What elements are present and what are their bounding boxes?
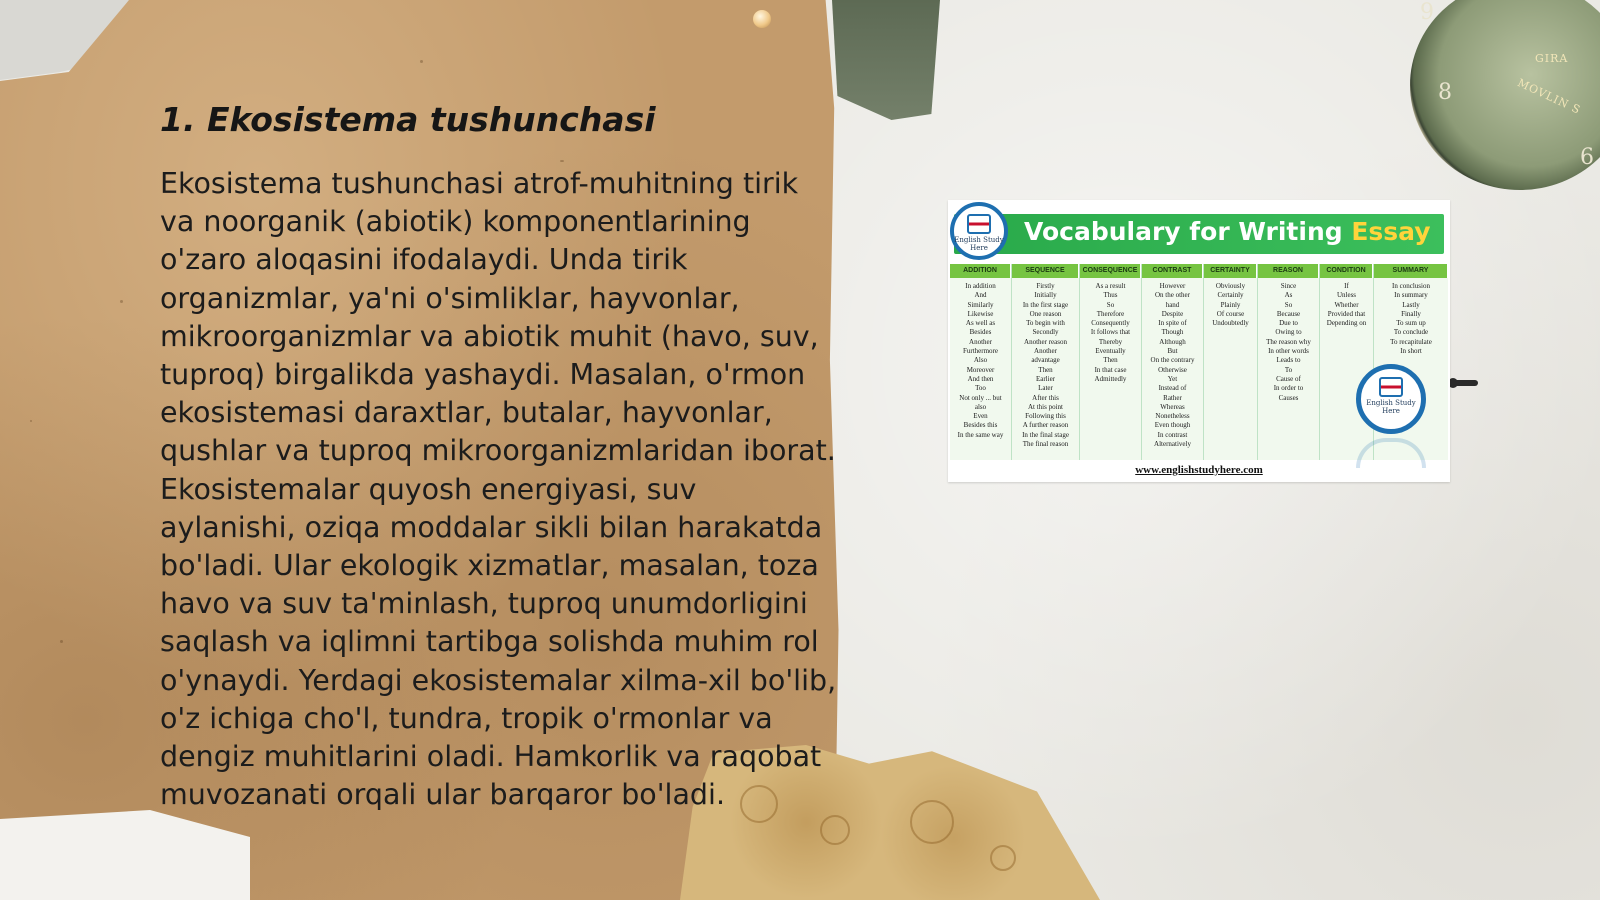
vocabulary-word: As well as (965, 319, 996, 328)
infographic-url: www.englishstudyhere.com (1135, 464, 1263, 476)
vocabulary-table (950, 264, 1448, 460)
vocabulary-column-header: ADDITION (950, 264, 1011, 278)
vocabulary-column-header: REASON (1258, 264, 1319, 278)
vocabulary-word: However (1159, 282, 1186, 290)
vocabulary-word: In summary (1394, 291, 1428, 300)
vocabulary-word: Instead of (1158, 384, 1187, 393)
vocabulary-word: Also (973, 356, 988, 365)
slide-body-text: Ekosistema tushunchasi atrof-muhitning tirik va noorganik (abiotik) komponentlarining o'zaro aloqasini ifodalaydi. Unda tirik organizmlar, ya'ni o'simliklar, hayvonlar, mikroorganizmlar va abiotik muhit (havo, suv, tuproq) birgalikda yashaydi. Masalan, o'rmon ekosistemasi daraxtlar, butalar, hayvonlar, qushlar va tuproq mikroorganizmlaridan iborat. Ekosistemalar quyosh energiyasi, suv aylanishi, oziqa moddalar sikli bilan harakatda bo'ladi. Ular ekologik xizmatlar, masalan, toza havo va suv ta'minlash, tuproq unumdorligini saqlash va iqlimni tartibga solishda muhim rol o'ynaydi. Yerdagi ekosistemalar xilma-xil bo'lib, o'z ichiga cho'l, tundra, tropik o'rmonlar va dengiz muhitlarini oladi. Hamkorlik va raqobat muvozanati orqali ular barqaror bo'ladi. (160, 167, 837, 812)
vocabulary-word: Provided that (1327, 309, 1366, 318)
vocabulary-word: Similarly (967, 300, 994, 309)
vocabulary-column-contrast (1142, 264, 1204, 460)
vocabulary-word: Nonetheless (1155, 412, 1190, 421)
vocabulary-word: Admittedly (1094, 374, 1127, 383)
compass-number: 6 (1580, 145, 1594, 170)
vocabulary-word: Although (1159, 337, 1186, 346)
vocabulary-column-consequence (1080, 264, 1142, 460)
vocabulary-word: Whereas (1160, 402, 1185, 411)
vocabulary-word: To sum up (1396, 319, 1426, 328)
vocabulary-column-certainty (1204, 264, 1258, 460)
vocabulary-word: Leads to (1276, 356, 1301, 365)
vocabulary-word: Not only ... but (959, 393, 1002, 402)
vocabulary-word: In spite of (1158, 319, 1187, 328)
vocabulary-word: If (1344, 282, 1349, 290)
vocabulary-word: Whether (1334, 300, 1359, 309)
vocabulary-column-body (950, 278, 1011, 460)
vocabulary-word: Too (975, 384, 986, 393)
uk-flag-icon (967, 214, 991, 234)
vocabulary-word: hand (1165, 300, 1180, 309)
vocabulary-word: In short (1400, 347, 1422, 356)
vocabulary-word: Unless (1336, 291, 1357, 300)
vocabulary-column-header: CONTRAST (1142, 264, 1203, 278)
vocabulary-word: Certainly (1217, 291, 1244, 300)
slide-content (160, 100, 840, 814)
vocabulary-word: So (1106, 300, 1115, 309)
vocabulary-word: It follows that (1090, 328, 1131, 337)
vocabulary-word: In order to (1273, 384, 1304, 393)
vocabulary-word: Otherwise (1158, 365, 1187, 374)
vocabulary-word: A further reason (1022, 421, 1069, 430)
vocabulary-word: But (1167, 347, 1178, 356)
compass-ring-text: GIRA (1535, 52, 1569, 65)
vocabulary-word: Though (1161, 328, 1184, 337)
vocabulary-word: As a result (1095, 282, 1126, 290)
vocabulary-column-header: CONDITION (1320, 264, 1373, 278)
vocabulary-word: Besides this (963, 421, 998, 430)
vocabulary-word: Then (1103, 356, 1118, 365)
vocabulary-word: Alternatively (1154, 440, 1191, 449)
vocabulary-word: In addition (965, 282, 996, 290)
vocabulary-column-addition (950, 264, 1012, 460)
vocabulary-word: Because (1276, 309, 1301, 318)
vocabulary-word: Despite (1161, 309, 1184, 318)
vocabulary-word: And (974, 291, 987, 300)
vocabulary-word: So (1284, 300, 1293, 309)
vocabulary-word: Therefore (1096, 309, 1125, 318)
vocabulary-word: Furthermore (963, 347, 998, 356)
vocabulary-column-header: CONSEQUENCE (1080, 264, 1141, 278)
vocabulary-word: Owing to (1275, 328, 1302, 337)
vocabulary-word: Finally (1401, 309, 1421, 318)
vocabulary-word: On the contrary (1150, 356, 1195, 365)
vocabulary-word: As (1284, 291, 1293, 300)
vocabulary-word: In other words (1268, 347, 1309, 356)
pushpin-icon (753, 10, 771, 28)
vocabulary-word: Another (969, 337, 992, 346)
vocabulary-word: Depending on (1326, 319, 1367, 328)
vocabulary-word: In conclusion (1392, 282, 1430, 290)
vocabulary-word: In contrast (1157, 430, 1188, 439)
vocabulary-word: Causes (1278, 393, 1299, 402)
vocabulary-infographic (948, 200, 1450, 482)
vocabulary-word: Plainly (1220, 300, 1241, 309)
vocabulary-word: Moreover (966, 365, 995, 374)
logo-text: English Study Here (954, 236, 1004, 252)
vocabulary-column-body (1080, 278, 1141, 460)
badge-text: English Study Here (1366, 399, 1416, 415)
infographic-banner (954, 214, 1444, 254)
vocabulary-word: Secondly (1032, 328, 1059, 337)
vocabulary-word: Besides (969, 328, 992, 337)
vocabulary-word: To begin with (1026, 319, 1065, 328)
vocabulary-word: Cause of (1276, 374, 1301, 383)
vocabulary-word: Even (973, 412, 988, 421)
vocabulary-word: Consequently (1091, 319, 1130, 328)
english-study-logo-icon (950, 202, 1008, 260)
infographic-title-main: Vocabulary for Writing (1024, 217, 1352, 246)
infographic-title (1024, 217, 1431, 246)
slide-title: 1. Ekosistema tushunchasi (160, 100, 656, 139)
vocabulary-word: Earlier (1035, 374, 1056, 383)
vocabulary-word: Another (1034, 347, 1057, 356)
vocabulary-word: The final reason (1022, 440, 1069, 449)
vocabulary-column-condition (1320, 264, 1374, 460)
english-study-badge-icon (1356, 364, 1426, 434)
vocabulary-word: Firstly (1036, 282, 1055, 290)
vocabulary-word: After this (1032, 393, 1059, 402)
vocabulary-word: Eventually (1095, 347, 1126, 356)
vocabulary-column-header: SUMMARY (1374, 264, 1448, 278)
vocabulary-word: Then (1038, 365, 1053, 374)
vocabulary-word: Yet (1167, 374, 1178, 383)
vocabulary-word: Even though (1154, 421, 1191, 430)
vocabulary-column-header: CERTAINTY (1204, 264, 1257, 278)
vocabulary-word: Obviously (1215, 282, 1246, 290)
vocabulary-word: Initially (1034, 291, 1057, 300)
vocabulary-word: Another reason (1024, 337, 1067, 346)
vocabulary-column-header: SEQUENCE (1012, 264, 1079, 278)
vocabulary-column-body (1320, 278, 1373, 460)
vocabulary-word: Following this (1025, 412, 1066, 421)
vocabulary-column-sequence (1012, 264, 1080, 460)
vocabulary-word: To conclude (1393, 328, 1429, 337)
vocabulary-word: In the final stage (1022, 430, 1069, 439)
ink-dash (1448, 380, 1478, 386)
vocabulary-column-body (1012, 278, 1079, 460)
vocabulary-word: In the first stage (1022, 300, 1069, 309)
vocabulary-word: Lastly (1402, 300, 1420, 309)
vocabulary-word: Rather (1163, 393, 1182, 402)
vocabulary-word: Thereby (1098, 337, 1123, 346)
vocabulary-word: advantage (1031, 356, 1060, 365)
vocabulary-column-body (1142, 278, 1203, 460)
vocabulary-word: Of course (1216, 309, 1245, 318)
vocabulary-word: At this point (1027, 402, 1063, 411)
vocabulary-word: also (974, 402, 987, 411)
vocabulary-word: To (1284, 365, 1293, 374)
infographic-title-accent: Essay (1351, 217, 1431, 246)
vocabulary-word: One reason (1029, 309, 1062, 318)
vocabulary-word: And then (967, 374, 994, 383)
vocabulary-word: In that case (1094, 365, 1127, 374)
vocabulary-word: In the same way (957, 430, 1004, 439)
vocabulary-word: The reason why (1266, 337, 1311, 346)
vocabulary-word: On the other (1155, 291, 1190, 300)
compass-number: 9 (1420, 0, 1434, 25)
vocabulary-word: Since (1280, 282, 1297, 290)
vocabulary-word: Undoubtedly (1212, 319, 1249, 328)
vocabulary-column-reason (1258, 264, 1320, 460)
compass-number: 8 (1438, 80, 1452, 105)
vocabulary-column-body (1204, 278, 1257, 460)
vocabulary-word: To recapitulate (1390, 337, 1432, 346)
vocabulary-word: Likewise (967, 309, 994, 318)
vocabulary-column-body (1258, 278, 1319, 460)
uk-flag-icon (1379, 377, 1403, 397)
vocabulary-word: Thus (1103, 291, 1118, 300)
vocabulary-word: Due to (1279, 319, 1298, 328)
vocabulary-word: Later (1038, 384, 1053, 393)
compass-ring-text: MOVLIN S (1515, 76, 1583, 117)
